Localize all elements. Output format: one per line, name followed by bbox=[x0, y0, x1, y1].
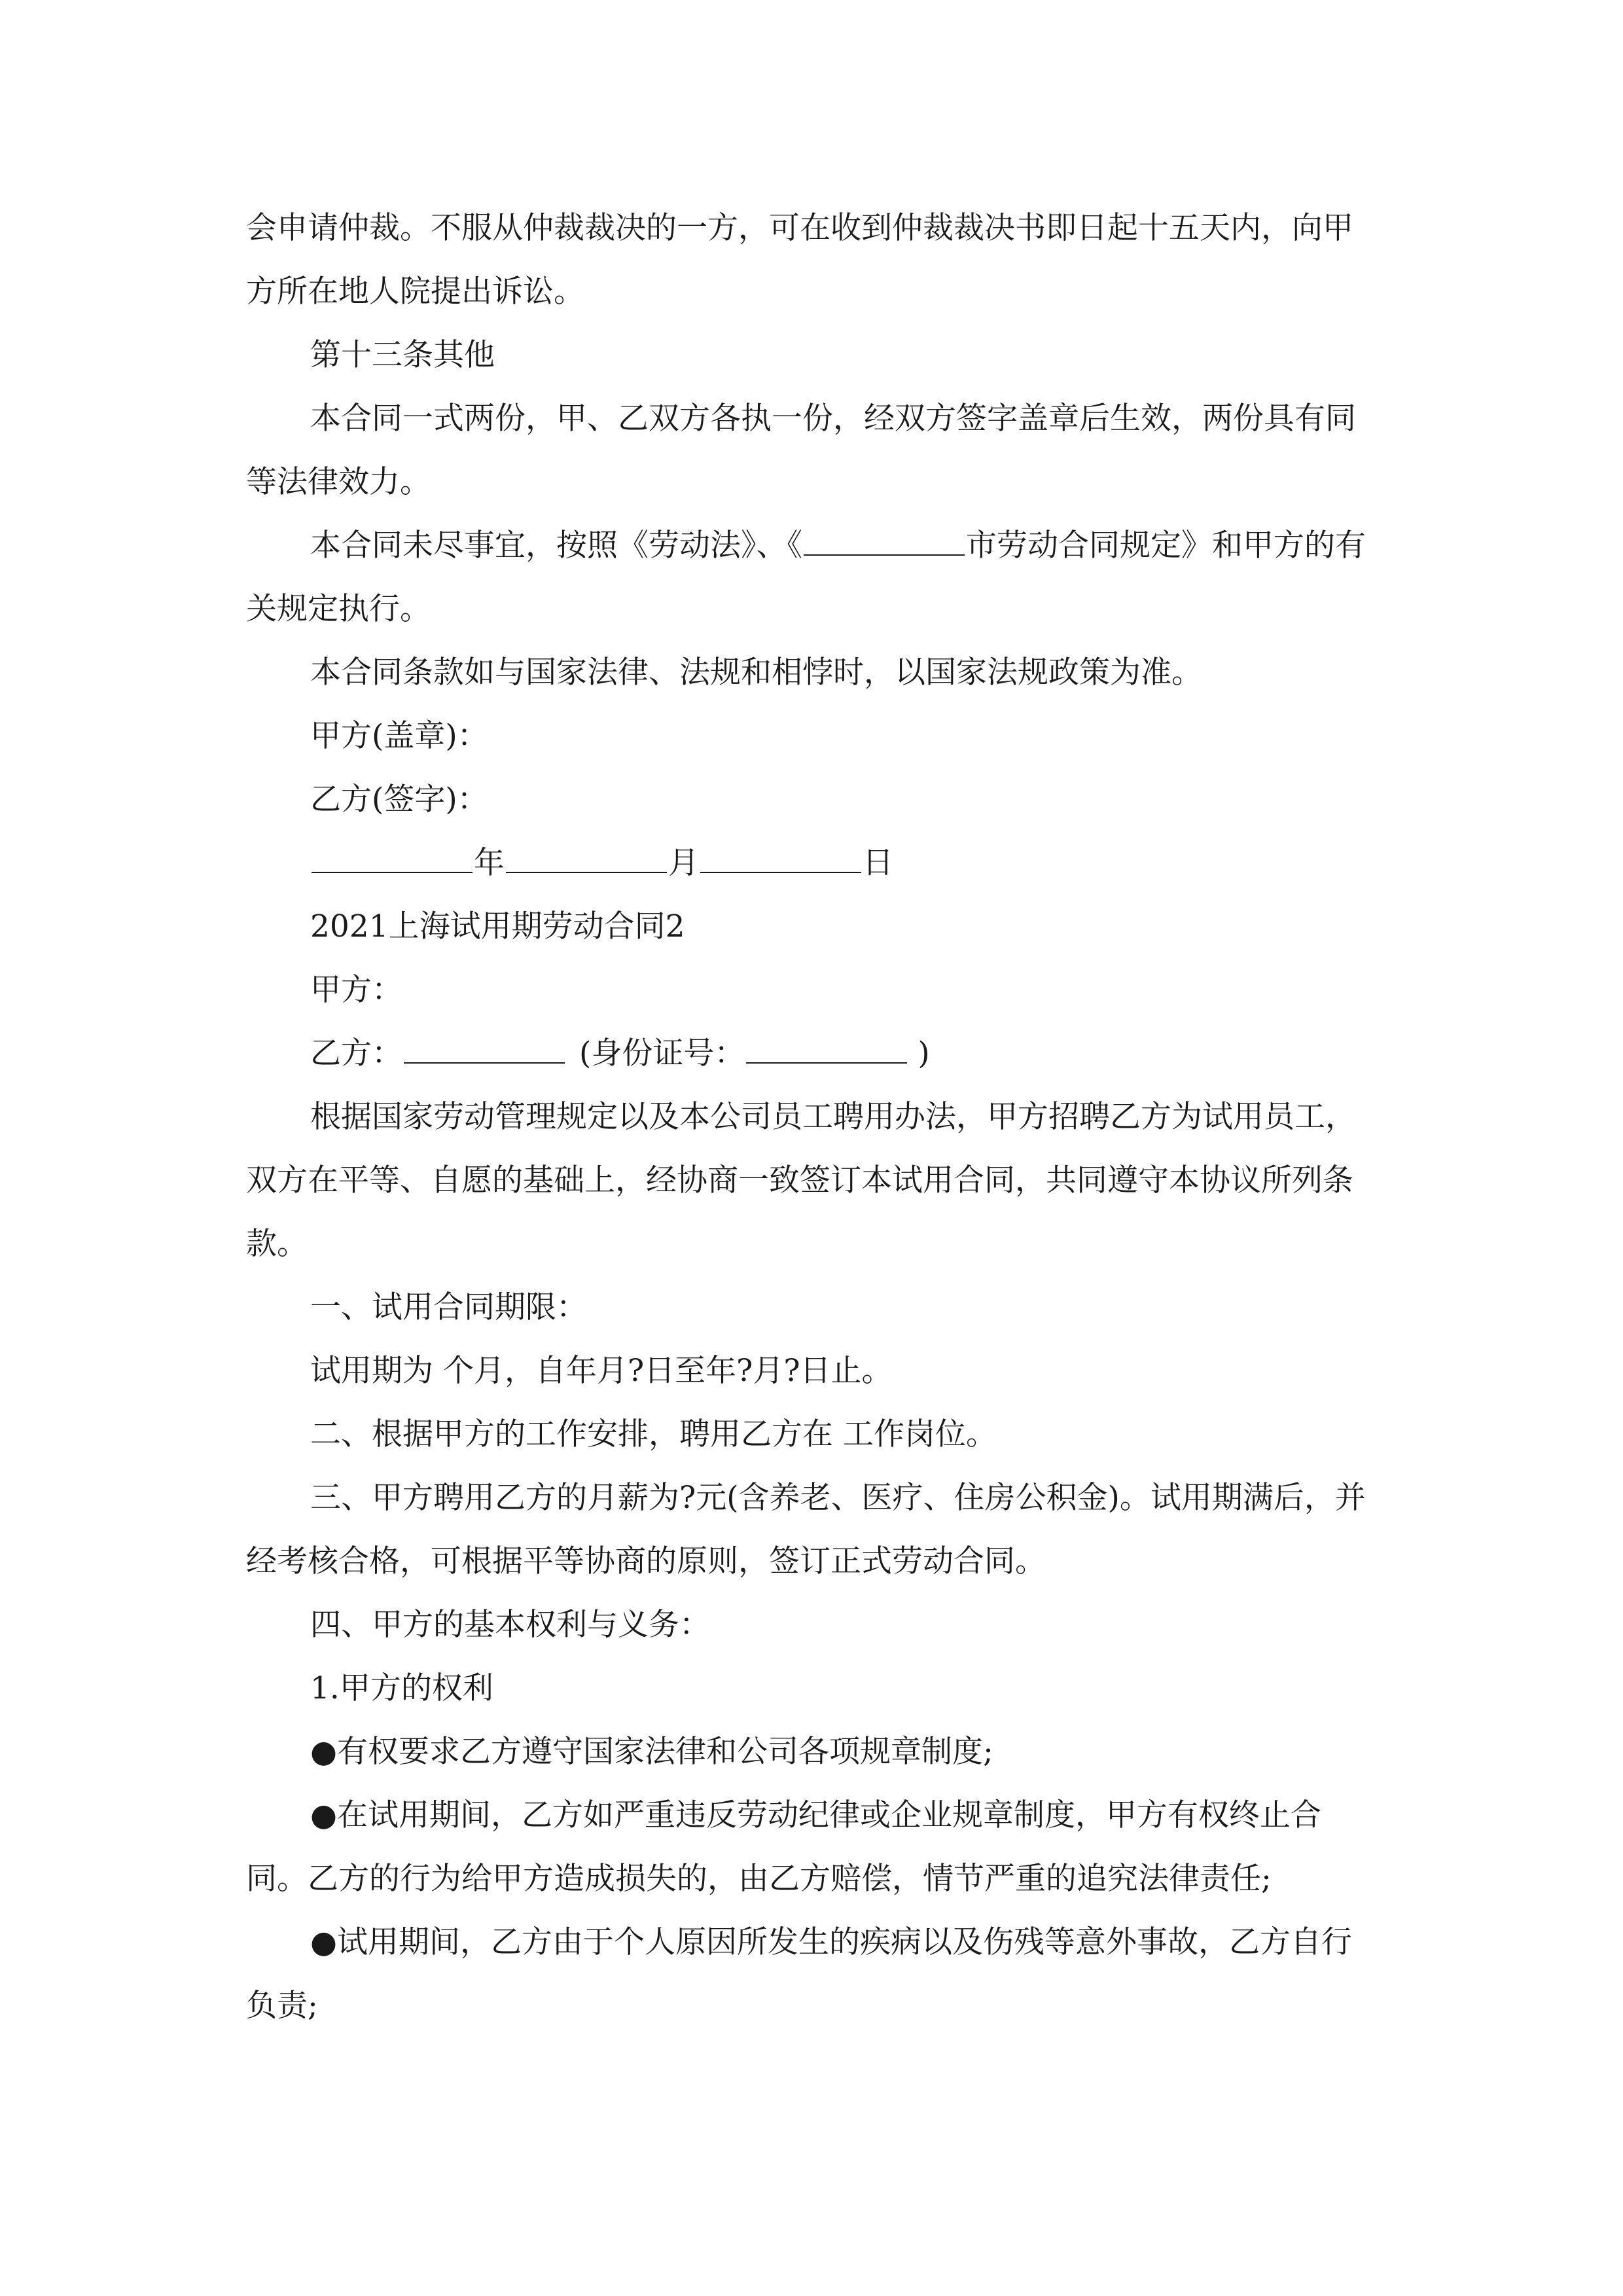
bullet-personal-liability: ●试用期间，乙方由于个人原因所发生的疾病以及伤残等意外事故，乙方自行负责; bbox=[246, 1924, 1353, 2024]
unresolved-matters-before: 本合同未尽事宜，按照《劳动法》、《 bbox=[310, 528, 802, 564]
article-13-heading: 第十三条其他 bbox=[310, 337, 495, 373]
month-label: 月 bbox=[668, 845, 699, 881]
section-4-heading: 四、甲方的基本权利与义务： bbox=[310, 1607, 710, 1643]
bullet-comply-rules: ●有权要求乙方遵守国家法律和公司各项规章制度; bbox=[310, 1734, 993, 1770]
day-label: 日 bbox=[863, 845, 893, 881]
bullet-terminate-contract: ●在试用期间，乙方如严重违反劳动纪律或企业规章制度，甲方有权终止合同。乙方的行为给甲方造成损失的，由乙方赔偿，情节严重的追究法律责任; bbox=[246, 1797, 1322, 1897]
paragraph-arbitration-continued: 会申请仲裁。不服从仲裁裁决的一方，可在收到仲裁裁决书即日起十五天内，向甲方所在地人院提出诉讼。 bbox=[246, 210, 1353, 310]
year-label: 年 bbox=[474, 845, 505, 881]
day-blank bbox=[700, 839, 861, 873]
paragraph-recitals: 根据国家劳动管理规定以及本公司员工聘用办法，甲方招聘乙方为试用员工，双方在平等、自愿的基础上，经协商一致签订本试用合同，共同遵守本协议所列条款。 bbox=[246, 1099, 1356, 1262]
section-1-heading: 一、试用合同期限： bbox=[310, 1289, 587, 1325]
party-a-seal-label: 甲方(盖章)： bbox=[310, 718, 488, 754]
section-3-salary: 三、甲方聘用乙方的月薪为?元(含养老、医疗、住房公积金)。试用期满后，并经考核合格，可根据平等协商的原则，签订正式劳动合同。 bbox=[246, 1480, 1366, 1579]
date-line bbox=[246, 831, 1378, 895]
city-blank bbox=[804, 522, 965, 556]
id-number-close: ) bbox=[918, 1035, 930, 1071]
party-a-rights-heading: 1.甲方的权利 bbox=[310, 1670, 493, 1706]
unresolved-matters-after: 市劳动合同规定》和甲方的有关规定执行。 bbox=[246, 528, 1366, 627]
paragraph-copies: 本合同一式两份，甲、乙双方各执一份，经双方签字盖章后生效，两份具有同等法律效力。 bbox=[246, 401, 1356, 500]
year-blank bbox=[312, 839, 473, 873]
document-body bbox=[246, 196, 1378, 2037]
paragraph-trial-period: 试用期为 个月，自年月?日至年?月?日止。 bbox=[310, 1353, 893, 1389]
paragraph-unresolved-matters bbox=[246, 514, 1378, 641]
section-2-position: 二、根据甲方的工作安排，聘用乙方在 工作岗位。 bbox=[310, 1416, 997, 1452]
contract-2-title: 2021上海试用期劳动合同2 bbox=[310, 908, 685, 944]
id-number-label: (身份证号： bbox=[579, 1035, 745, 1071]
party-b-line bbox=[246, 1022, 1378, 1085]
paragraph-conflict-clause: 本合同条款如与国家法律、法规和相悖时，以国家法规政策为准。 bbox=[310, 655, 1202, 691]
id-number-blank bbox=[746, 1030, 907, 1064]
party-b-label: 乙方： bbox=[310, 1035, 402, 1071]
party-a-label: 甲方： bbox=[310, 972, 402, 1008]
month-blank bbox=[506, 839, 667, 873]
party-b-name-blank bbox=[404, 1030, 565, 1064]
party-b-signature-label: 乙方(签字)： bbox=[310, 781, 488, 817]
